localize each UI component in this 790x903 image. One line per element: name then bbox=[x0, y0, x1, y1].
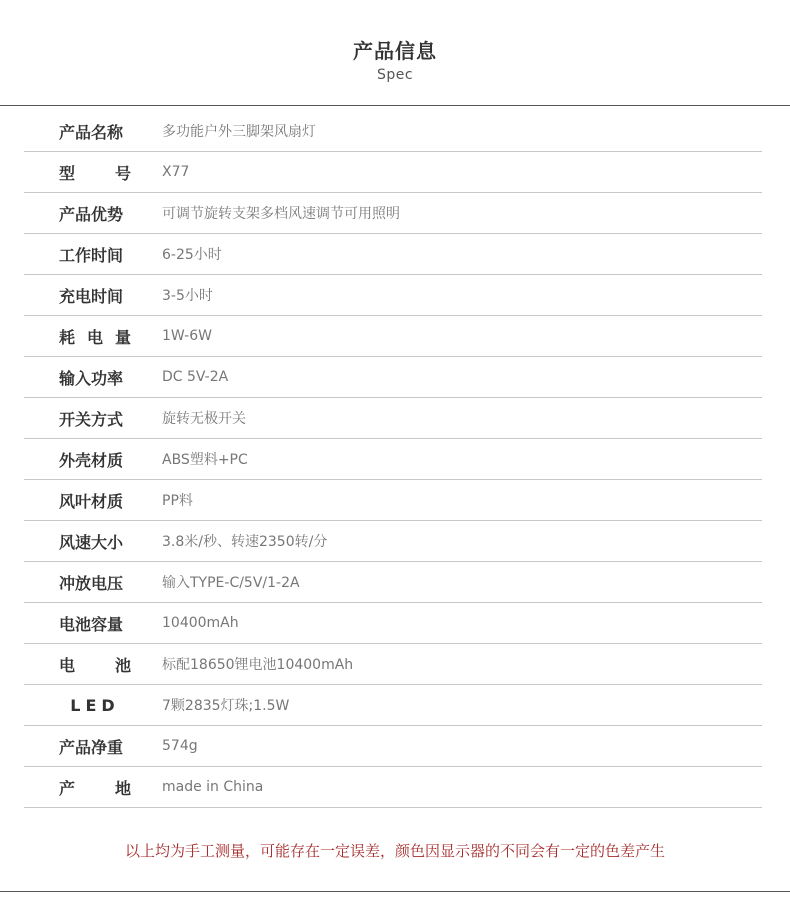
spec-value: 可调节旋转支架多档风速调节可用照明 bbox=[162, 206, 400, 222]
spec-label: 风速大小 bbox=[59, 532, 124, 552]
spec-row-wind-speed bbox=[24, 521, 762, 562]
spec-row-led bbox=[24, 685, 762, 726]
spec-row-net-weight bbox=[24, 726, 762, 767]
spec-value: 7颗2835灯珠;1.5W bbox=[162, 698, 290, 714]
spec-value: 574g bbox=[162, 738, 198, 754]
spec-label: 工作时间 bbox=[59, 245, 124, 265]
spec-row-charge-voltage bbox=[24, 562, 762, 603]
spec-label: 充电时间 bbox=[59, 286, 124, 306]
spec-label: 产品净重 bbox=[59, 737, 124, 757]
page-subtitle: Spec bbox=[376, 67, 414, 83]
spec-row-origin bbox=[24, 767, 762, 808]
spec-label: 型号 bbox=[59, 163, 131, 183]
spec-value: 旋转无极开关 bbox=[162, 411, 246, 427]
spec-value: 输入TYPE-C/5V/1-2A bbox=[162, 575, 300, 591]
spec-label: 产地 bbox=[59, 778, 131, 798]
spec-label: LED bbox=[70, 695, 120, 715]
spec-value: DC 5V-2A bbox=[162, 369, 229, 385]
spec-label: 风叶材质 bbox=[59, 491, 124, 511]
spec-label: 外壳材质 bbox=[59, 450, 124, 470]
spec-label: 耗电量 bbox=[59, 327, 131, 347]
spec-row-battery bbox=[24, 644, 762, 685]
spec-label: 电池容量 bbox=[59, 614, 124, 634]
spec-label: 冲放电压 bbox=[59, 573, 124, 593]
spec-row-battery-capacity bbox=[24, 603, 762, 644]
measurement-note: 以上均为手工测量，可能存在一定误差，颜色因显示器的不同会有一定的色差产生 bbox=[124, 842, 665, 860]
spec-value: made in China bbox=[162, 779, 264, 795]
spec-row-model bbox=[24, 152, 762, 193]
top-divider bbox=[0, 105, 790, 106]
spec-value: PP料 bbox=[162, 493, 193, 509]
spec-value: 标配18650锂电池10400mAh bbox=[162, 657, 354, 673]
spec-label: 输入功率 bbox=[59, 368, 124, 388]
page-title: 产品信息 bbox=[353, 39, 437, 63]
spec-value: 多功能户外三脚架风扇灯 bbox=[162, 124, 316, 140]
spec-row-name bbox=[24, 111, 762, 152]
spec-value: X77 bbox=[162, 164, 190, 180]
spec-table bbox=[24, 111, 762, 808]
spec-row-switch-mode bbox=[24, 398, 762, 439]
spec-value: 10400mAh bbox=[162, 615, 239, 631]
spec-row-power-consumption bbox=[24, 316, 762, 357]
spec-label: 电池 bbox=[59, 655, 131, 675]
spec-value: 1W-6W bbox=[162, 328, 212, 344]
spec-row-advantage bbox=[24, 193, 762, 234]
spec-value: ABS塑料+PC bbox=[162, 452, 248, 468]
spec-row-work-time bbox=[24, 234, 762, 275]
spec-value: 6-25小时 bbox=[162, 247, 222, 263]
spec-row-shell-material bbox=[24, 439, 762, 480]
spec-value: 3.8米/秒、转速2350转/分 bbox=[162, 534, 328, 550]
spec-value: 3-5小时 bbox=[162, 288, 213, 304]
spec-label: 开关方式 bbox=[59, 409, 124, 429]
spec-row-blade-material bbox=[24, 480, 762, 521]
page-header bbox=[0, 38, 790, 84]
spec-row-charge-time bbox=[24, 275, 762, 316]
spec-row-input-power bbox=[24, 357, 762, 398]
spec-label: 产品优势 bbox=[59, 204, 124, 224]
spec-label: 产品名称 bbox=[59, 122, 124, 142]
bottom-divider bbox=[0, 891, 790, 892]
